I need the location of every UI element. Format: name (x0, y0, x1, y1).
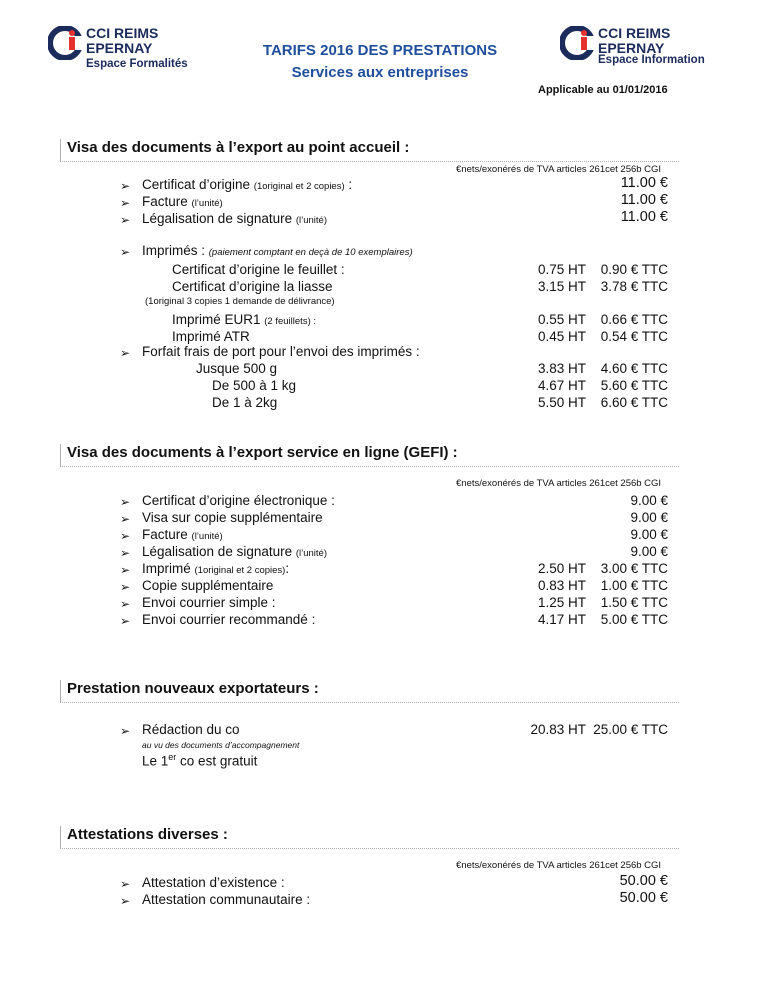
list-item: De 500 à 1 kg (212, 378, 297, 393)
price-ttc: 5.60 € TTC (600, 378, 668, 393)
bullet-icon: ➢ (120, 894, 131, 908)
list-item: Jusque 500 g (196, 361, 278, 376)
section-nouveaux-exportateurs (60, 680, 679, 703)
section-attestations (60, 826, 679, 849)
price: 50.00 € (619, 890, 668, 906)
price-ttc: 4.60 € TTC (600, 361, 668, 376)
price-ht: 3.15 HT (537, 279, 586, 294)
logo-left-line1: CCI REIMS (86, 25, 159, 41)
section-export-accueil (60, 139, 679, 162)
list-item: Certificat d’origine la liasse (172, 279, 333, 294)
price: 9.00 € (630, 493, 668, 508)
logo-right-sub: Espace Information (598, 54, 705, 66)
applicable-date: Applicable au 01/01/2016 (538, 84, 668, 96)
price-ttc: 25.00 € TTC (593, 722, 668, 737)
price: 11.00 € (620, 175, 668, 191)
free-note: Le 1er co est gratuit (142, 752, 258, 769)
note: (1original 3 copies 1 demande de délivrance) (145, 296, 335, 307)
list-item: Légalisation de signature (l’unité) (142, 544, 328, 559)
bullet-icon: ➢ (120, 196, 131, 210)
logo-left-line2: EPERNAY (86, 40, 153, 56)
page-subtitle: Services aux entreprises (291, 64, 469, 81)
price: 9.00 € (630, 544, 668, 559)
list-item: Imprimé (1original et 2 copies): (142, 561, 290, 576)
bullet-icon: ➢ (120, 724, 131, 738)
list-item: Visa sur copie supplémentaire (142, 510, 323, 525)
price-ht: 1.25 HT (537, 595, 586, 610)
price-ttc: 0.54 € TTC (600, 329, 668, 344)
vat-note: €nets/exonérés de TVA articles 261cet 256b CGI (456, 164, 662, 175)
bullet-icon: ➢ (120, 512, 131, 526)
price: 9.00 € (630, 527, 668, 542)
price-ht: 0.75 HT (537, 262, 586, 277)
page-title: TARIFS 2016 DES PRESTATIONS (262, 42, 498, 59)
list-item: Imprimé ATR (172, 329, 250, 344)
list-item: Certificat d’origine électronique : (142, 493, 335, 508)
price: 50.00 € (619, 873, 668, 889)
bullet-icon: ➢ (120, 495, 131, 509)
section-title: Visa des documents à l’export au point accueil : (67, 139, 410, 156)
list-item: Imprimés : (paiement comptant en deçà de 10 exemplaires) (142, 243, 413, 258)
price-ttc: 3.78 € TTC (600, 279, 668, 294)
list-item: Certificat d’origine le feuillet : (172, 262, 345, 277)
bullet-icon: ➢ (120, 546, 131, 560)
bullet-icon: ➢ (120, 213, 131, 227)
price: 11.00 € (620, 209, 668, 225)
section-title: Attestations diverses : (67, 826, 228, 843)
list-item: Facture (l’unité) (142, 527, 223, 542)
section-title: Visa des documents à l’export service en ligne (GEFI) : (67, 444, 458, 461)
logo-left-sub: Espace Formalités (86, 58, 188, 70)
bullet-icon: ➢ (120, 563, 131, 577)
price-ht: 4.67 HT (537, 378, 586, 393)
price-ht: 5.50 HT (537, 395, 586, 410)
price: 9.00 € (630, 510, 668, 525)
bullet-icon: ➢ (120, 580, 131, 594)
cci-logo-right (560, 20, 735, 80)
vat-note: €nets/exonérés de TVA articles 261cet 256b CGI (456, 478, 662, 489)
section-title: Prestation nouveaux exportateurs : (67, 680, 319, 697)
cci-logo-left (48, 20, 223, 80)
list-item: Légalisation de signature (l’unité) (142, 211, 328, 226)
list-item: Imprimé EUR1 (2 feuillets) : (172, 312, 317, 327)
bullet-icon: ➢ (120, 877, 131, 891)
price-ttc: 0.66 € TTC (600, 312, 668, 327)
list-item: Forfait frais de port pour l’envoi des imprimés : (142, 344, 420, 359)
list-item: Envoi courrier simple : (142, 595, 276, 610)
price-ttc: 3.00 € TTC (600, 561, 668, 576)
price-ttc: 0.90 € TTC (600, 262, 668, 277)
bullet-icon: ➢ (120, 179, 131, 193)
cci-logo-icon (560, 26, 594, 60)
section-export-gefi (60, 444, 679, 467)
list-item: Envoi courrier recommandé : (142, 612, 316, 627)
price-ht: 0.55 HT (537, 312, 586, 327)
price: 11.00 € (620, 192, 668, 208)
list-item: Rédaction du co (142, 722, 240, 737)
price-ttc: 1.50 € TTC (600, 595, 668, 610)
cci-logo-icon (48, 26, 82, 60)
bullet-icon: ➢ (120, 245, 131, 259)
list-item: Copie supplémentaire (142, 578, 274, 593)
bullet-icon: ➢ (120, 597, 131, 611)
list-item: Attestation communautaire : (142, 892, 311, 907)
price-ttc: 6.60 € TTC (600, 395, 668, 410)
bullet-icon: ➢ (120, 614, 131, 628)
price-ttc: 1.00 € TTC (600, 578, 668, 593)
price-ht: 0.45 HT (537, 329, 586, 344)
price-ht: 4.17 HT (537, 612, 586, 627)
price-ttc: 5.00 € TTC (600, 612, 668, 627)
price-ht: 20.83 HT (530, 722, 586, 737)
logo-right-line1: CCI REIMS (598, 25, 671, 41)
list-item: Facture (l’unité) (142, 194, 223, 209)
price-ht: 2.50 HT (537, 561, 586, 576)
logo-right-line2: EPERNAY (598, 40, 665, 56)
price-ht: 0.83 HT (537, 578, 586, 593)
list-item: De 1 à 2kg (212, 395, 278, 410)
note: au vu des documents d’accompagnement (142, 740, 300, 750)
bullet-icon: ➢ (120, 529, 131, 543)
list-item: Attestation d’existence : (142, 875, 285, 890)
vat-note: €nets/exonérés de TVA articles 261cet 256b CGI (456, 860, 662, 871)
list-item: Certificat d’origine (1original et 2 copies) : (142, 177, 353, 192)
price-ht: 3.83 HT (537, 361, 586, 376)
bullet-icon: ➢ (120, 346, 131, 360)
